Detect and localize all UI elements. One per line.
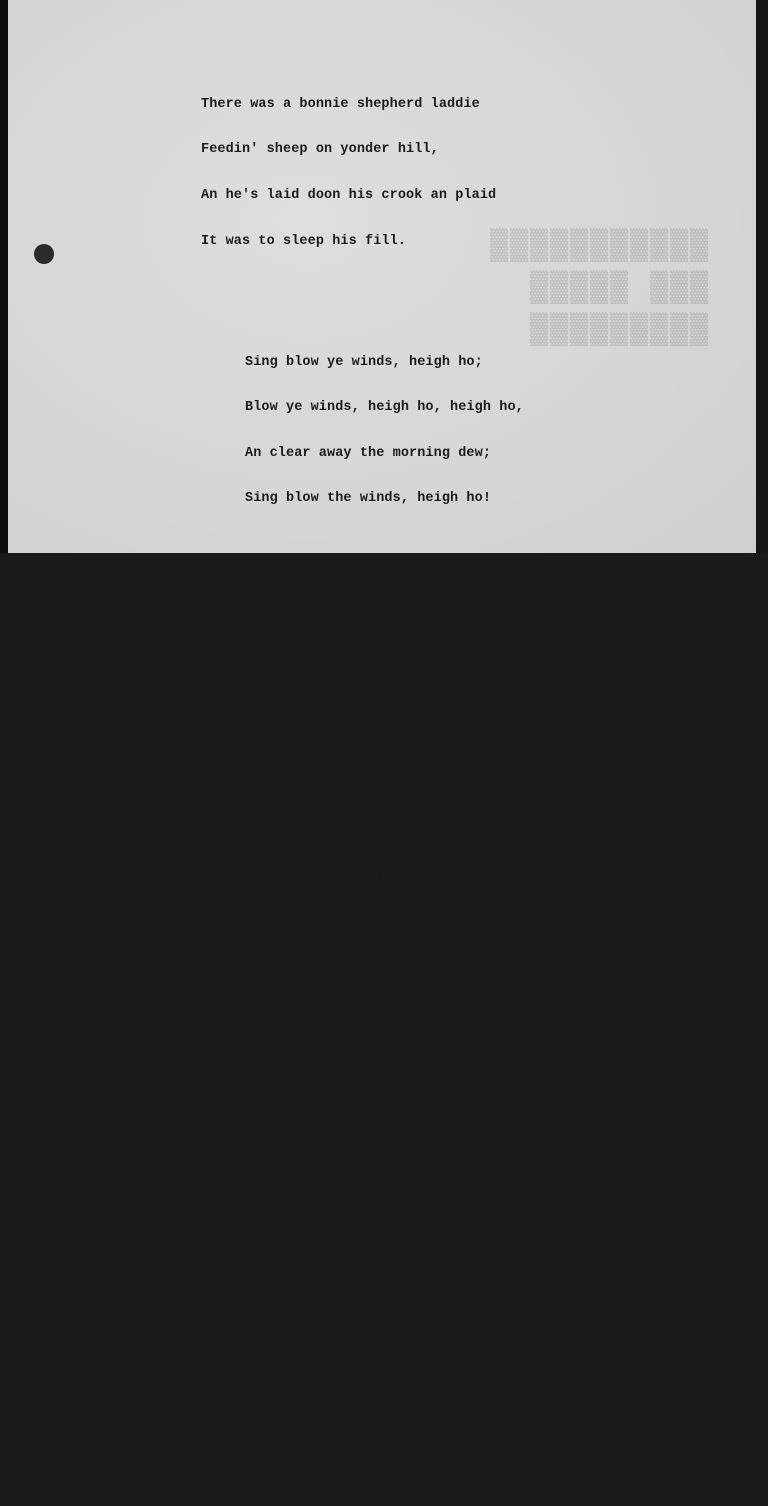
poem-line: Than to rise up in the morning (201, 961, 448, 977)
scan-right-edge (756, 0, 768, 553)
stanza-2 (201, 582, 524, 795)
omission-dots (201, 1097, 524, 1219)
punch-hole (34, 244, 54, 264)
poem-line: There was a bonnie shepherd laddie (201, 96, 480, 112)
poem-line: He gave another look, (201, 657, 374, 673)
poem-line: It was to sleep his fill. (201, 233, 407, 249)
refrain (201, 324, 524, 537)
poem-line: "O wouldn't it be better (201, 870, 398, 886)
poem-line: A-bathin in a brook. (201, 749, 366, 765)
poem-line: An there he spied a fair maid (201, 703, 439, 719)
stanza-4 (201, 1263, 524, 1476)
poem-line: An he's laid doon his crook an plaid (201, 188, 497, 204)
stanza-1 (201, 66, 524, 279)
poem-line: Feedin' sheep on yonder hill, (201, 142, 439, 158)
poem-line: He clapped his wings but never tread; (201, 1385, 505, 1401)
poem-line: An pull against the stream." (201, 1006, 431, 1022)
dot-line: ................................ (201, 1127, 480, 1143)
scan-left-edge (0, 0, 8, 553)
stanza-3 (201, 840, 524, 1053)
refrain-line: An clear away the morning dew; (245, 445, 492, 461)
refrain-line: Sing blow the winds, heigh ho! (245, 491, 492, 507)
dot-line: ................................ (201, 1173, 480, 1189)
refrain-line: Sing blow ye winds, heigh ho; (245, 354, 483, 370)
poem-line: To sew a silken seam (201, 915, 366, 931)
poem-line: He looked east, he looked west, (201, 612, 456, 628)
poem-text (201, 36, 524, 1506)
poem-line: You mind me o the same." (201, 1430, 398, 1446)
reverse-bleed-through: ▓▓▓▓▓▓▓▓▓▓▓ ▓▓▓ ▓▓▓▓▓ ▓▓▓▓▓▓▓▓▓ (487, 229, 708, 347)
refrain-line: Blow ye winds, heigh ho, heigh ho, (245, 400, 524, 416)
poem-line: "Ye're like a cock my father had (201, 1293, 464, 1309)
poem-line: That gaed among the hens: (201, 1339, 407, 1355)
